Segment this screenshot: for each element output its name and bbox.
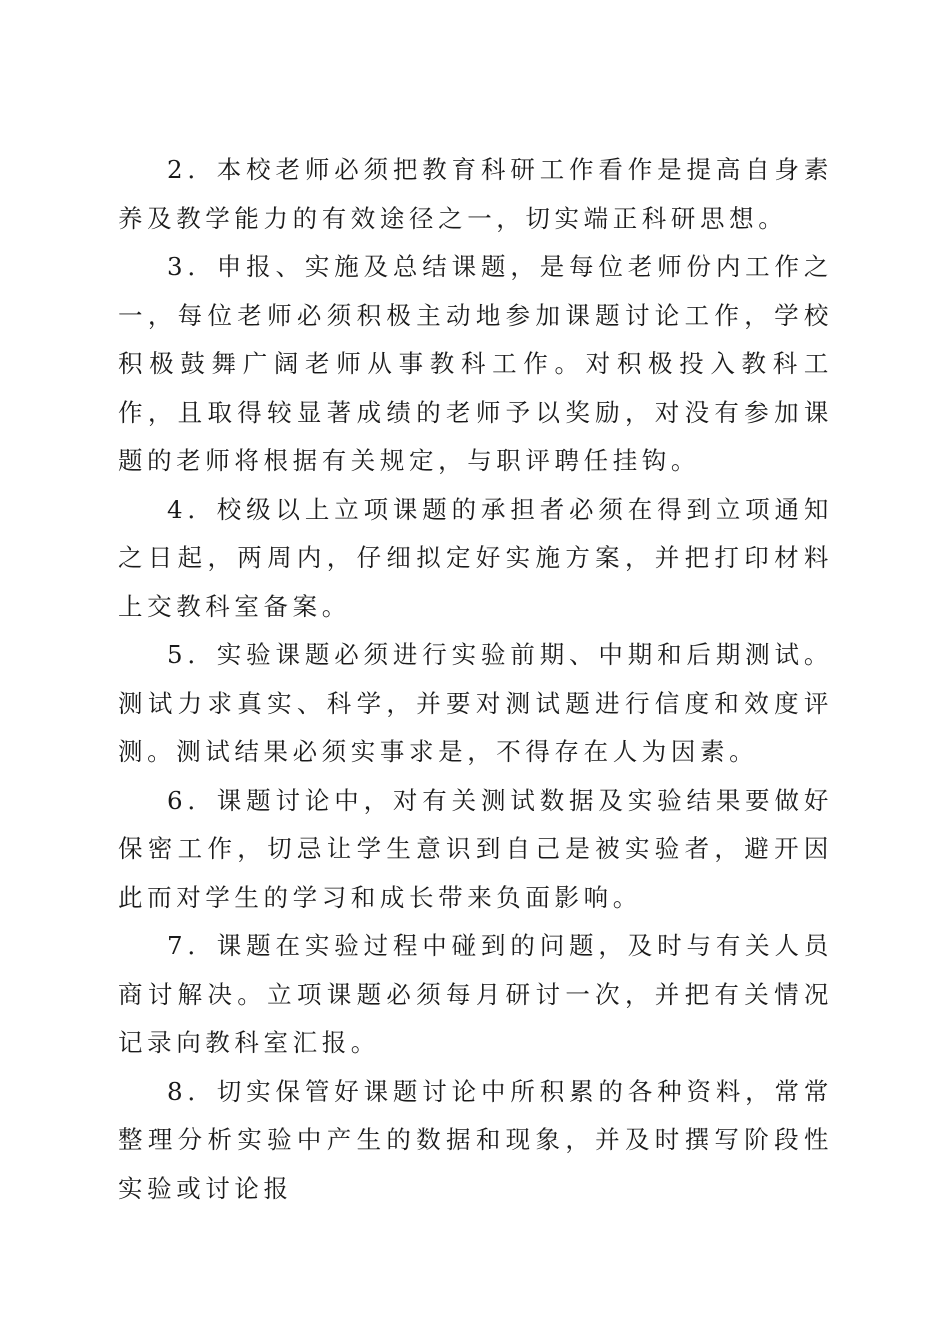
paragraph-item-5: 5．实验课题必须进行实验前期、中期和后期测试。测试力求真实、科学，并要对测试题进行信度和效度评测。测试结果必须实事求是，不得存在人为因素。 xyxy=(118,640,833,766)
document-body xyxy=(118,146,833,1213)
paragraph-item-3: 3．申报、实施及总结课题，是每位老师份内工作之一，每位老师必须积极主动地参加课题讨论工作，学校积极鼓舞广阔老师从事教科工作。对积极投入教科工作，且取得较显著成绩的老师予以奖励，对没有参加课题的老师将根据有关规定，与职评聘任挂钩。 xyxy=(118,252,833,475)
paragraph-item-7: 7．课题在实验过程中碰到的问题，及时与有关人员商讨解决。立项课题必须每月研讨一次，并把有关情况记录向教科室汇报。 xyxy=(118,931,833,1057)
paragraph-item-6: 6．课题讨论中，对有关测试数据及实验结果要做好保密工作，切忌让学生意识到自己是被实验者，避开因此而对学生的学习和成长带来负面影响。 xyxy=(118,785,833,912)
paragraph-item-2: 2．本校老师必须把教育科研工作看作是提高自身素养及教学能力的有效途径之一，切实端正科研思想。 xyxy=(118,155,833,233)
paragraph-item-4: 4．校级以上立项课题的承担者必须在得到立项通知之日起，两周内，仔细拟定好实施方案，并把打印材料上交教科室备案。 xyxy=(118,494,833,621)
paragraph-item-8: 8．切实保管好课题讨论中所积累的各种资料，常常整理分析实验中产生的数据和现象，并及时撰写阶段性实验或讨论报 xyxy=(118,1076,833,1203)
